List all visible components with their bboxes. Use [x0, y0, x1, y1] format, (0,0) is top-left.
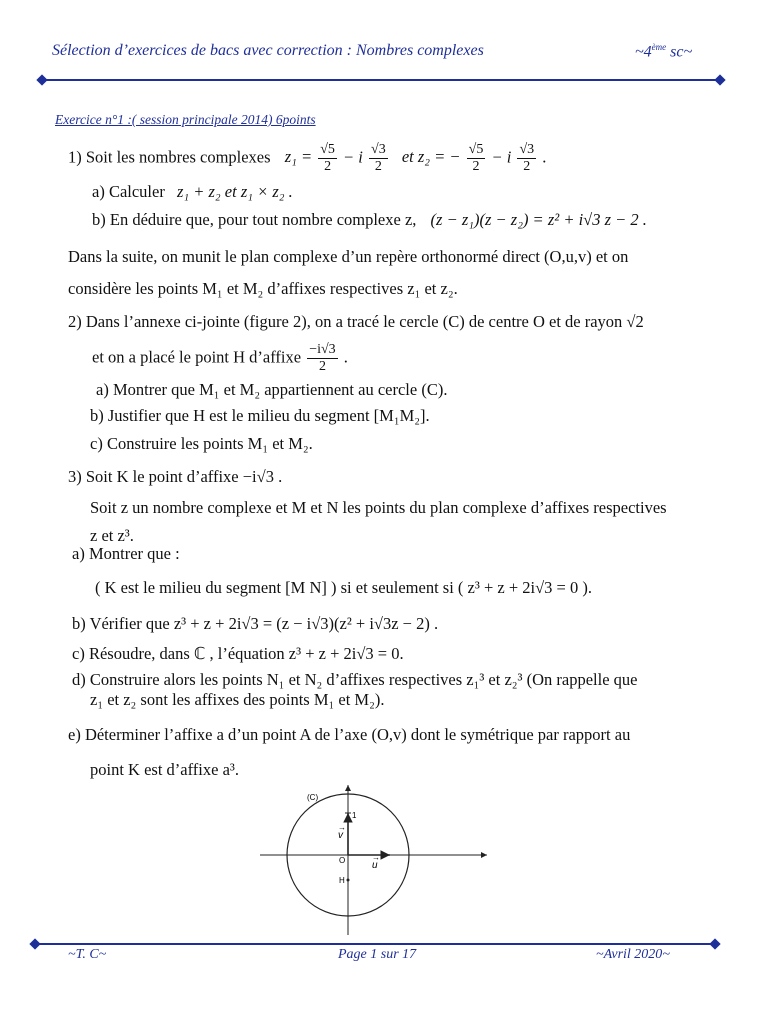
footer-rule [35, 943, 715, 945]
page-header [40, 38, 730, 68]
z1-lhs: z₁ = [284, 147, 313, 167]
z1-num2: √3 [371, 142, 386, 157]
header-title: Sélection d’exercices de bacs avec correction : Nombres complexes [52, 42, 484, 59]
u-arrow-mark: → [372, 853, 380, 862]
q3a-eq-line: ( K est le milieu du segment [M N] ) si et seulement si ( z³ + z + 2i√3 = 0 ). [95, 578, 592, 597]
q1a-line [92, 182, 293, 202]
page-number: Page 1 sur 17 [338, 947, 417, 962]
h-den: 2 [318, 359, 326, 374]
q3-text-line-2: z et z³. [90, 526, 134, 545]
footer-date: ~Avril 2020~ [596, 947, 670, 962]
q3d-line-2: z₁ et z₂ sont les affixes des points M₁ et M₂). [90, 690, 385, 709]
intro-line-1: Dans la suite, on munit le plan complexe d’un repère orthonormé direct (O,u,v) et on [68, 247, 629, 266]
q1a-text: a) Calculer [92, 182, 165, 201]
u-label: u [372, 860, 378, 871]
h-label: H [339, 876, 345, 885]
q3d-line-1: d) Construire alors les points N₁ et N₂ d’affixes respectives z₁³ et z₂³ (On rappelle que [72, 670, 638, 689]
q3e-line-1: e) Déterminer l’affixe a d’un point A de l’axe (O,v) dont le symétrique par rapport au [68, 725, 631, 744]
z1-num1: √5 [320, 142, 335, 157]
z1-op: − i [343, 147, 363, 167]
z1-den2: 2 [374, 159, 382, 174]
z2-frac2 [517, 142, 536, 175]
q3e-line-2: point K est d’affixe a³. [90, 760, 239, 779]
v-label: v [338, 830, 343, 841]
z2-den2: 2 [523, 159, 531, 174]
q3-line: 3) Soit K le point d’affixe −i√3 . [68, 467, 283, 486]
footer-author-text: T. C [75, 947, 99, 962]
q3c-line: c) Résoudre, dans ℂ , l’équation z³ + z + 2i√3 = 0. [72, 644, 404, 663]
q3-text-line-1: Soit z un nombre complexe et M et N les points du plan complexe d’affixes respectives [90, 498, 667, 517]
q3a-line: a) Montrer que : [72, 544, 180, 563]
figure-2 [255, 780, 495, 940]
q2b-line: b) Justifier que H est le milieu du segment [M₁M₂]. [90, 406, 430, 425]
circle-label: (C) [307, 793, 319, 802]
one-label: 1 [352, 811, 357, 820]
q1b-text: b) En déduire que, pour tout nombre complexe z, [92, 210, 417, 229]
h-num: −i√3 [309, 342, 336, 357]
q2a-line: a) Montrer que M₁ et M₂ appartiennent au cercle (C). [96, 380, 448, 399]
q1a-expr: z₁ + z₂ et z₁ × z₂ . [176, 182, 293, 201]
z1-den1: 2 [324, 159, 332, 174]
exercise-title: Exercice n°1 :( session principale 2014) 6points [55, 112, 316, 127]
q1b-line [92, 210, 647, 230]
level-suffix: sc [670, 43, 684, 61]
footer-author: ~T. C~ [68, 947, 107, 962]
q2c-line: c) Construire les points M₁ et M₂. [90, 434, 313, 453]
q2-cont-text: et on a placé le point H d’affixe [92, 347, 302, 367]
q2-line: 2) Dans l’annexe ci-jointe (figure 2), on a tracé le cercle (C) de centre O et de rayon √2 [68, 312, 644, 331]
level-number: 4 [643, 43, 652, 61]
q3b-line: b) Vérifier que z³ + z + 2i√3 = (z − i√3)(z² + i√3z − 2) . [72, 614, 439, 633]
q1-text: 1) Soit les nombres complexes [68, 147, 271, 167]
header-level: ~4ème sc~ [635, 42, 693, 61]
level-sup: ème [651, 42, 667, 52]
z1-frac2 [369, 142, 388, 175]
z2-den1: 2 [472, 159, 480, 174]
z2-prefix: et z₂ = − [401, 147, 461, 167]
h-frac [307, 342, 337, 375]
header-rule [42, 79, 720, 81]
z2-op: − i [491, 147, 512, 167]
origin-label: O [339, 856, 346, 865]
z2-num2: √3 [519, 142, 535, 157]
z2-num1: √5 [468, 142, 484, 157]
intro-line-2: considère les points M₁ et M₂ d’affixes respectives z₁ et z₂. [68, 279, 458, 298]
q1-line: 1) Soit les nombres complexes z₁ = $\frac{√5}{2}$ − i $\frac{√3}{2}$ et z₂ = − $\frac{√5}{2}$ − i $\frac{√3}{2}$ . [68, 142, 547, 174]
footer-date-text: Avril 2020 [603, 947, 663, 962]
q1b-expr: (z − z₁)(z − z₂) = z² + i√3 z − 2 . [430, 210, 647, 229]
point-h [347, 879, 350, 882]
z2-frac1 [467, 142, 486, 175]
q2-cont-line: et on a placé le point H d’affixe $\frac{-i√3}{2}$ . [92, 342, 348, 374]
z1-frac1 [318, 142, 337, 175]
v-arrow-mark: → [338, 823, 346, 832]
